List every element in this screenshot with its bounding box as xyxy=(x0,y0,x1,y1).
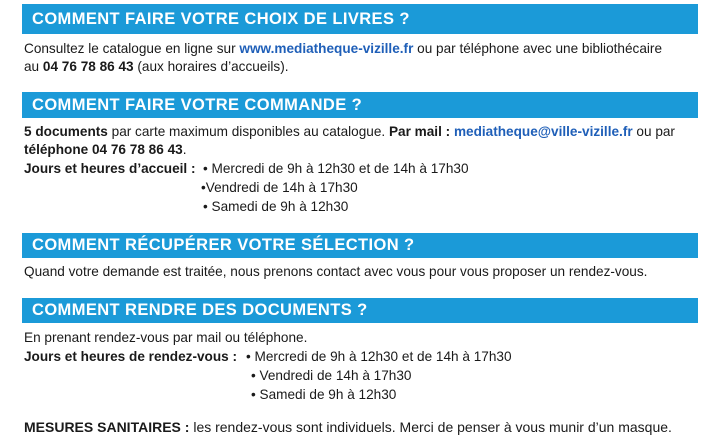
paragraph-line: Quand votre demande est traitée, nous prenons contact avec vous pour vous proposer un rendez-vous. xyxy=(24,264,648,279)
paragraph-line xyxy=(24,58,289,76)
section-header-rendre xyxy=(22,298,698,323)
section-header-commande xyxy=(22,92,698,118)
phone-number: téléphone 04 76 78 86 43 xyxy=(24,142,183,157)
hours-label: Jours et heures de rendez-vous : xyxy=(24,349,238,364)
text: par carte maximum disponibles au catalogue. xyxy=(107,124,389,139)
text: au xyxy=(24,59,43,74)
hours-item: • Samedi de 9h à 12h30 xyxy=(251,387,397,402)
section-header-recuperer xyxy=(22,233,698,258)
notice-label: MESURES SANITAIRES : xyxy=(24,419,190,435)
catalogue-link[interactable]: www.mediatheque-vizille.fr xyxy=(239,41,414,56)
sanitary-notice xyxy=(24,418,672,436)
text: . xyxy=(182,142,187,157)
paragraph-line xyxy=(24,123,675,141)
phone-number: 04 76 78 86 43 xyxy=(42,59,134,74)
section-title: COMMENT FAIRE VOTRE CHOIX DE LIVRES ? xyxy=(32,9,410,28)
text: Par mail : xyxy=(388,124,454,139)
hours-item: • Samedi de 9h à 12h30 xyxy=(203,199,349,214)
text: ou par téléphone avec une bibliothécaire xyxy=(413,41,663,56)
notice-text: les rendez-vous sont individuels. Merci de penser à vous munir d’un masque. xyxy=(189,419,672,435)
paragraph-line: En prenant rendez-vous par mail ou téléphone. xyxy=(24,330,308,345)
paragraph-line xyxy=(24,141,186,159)
text: (aux horaires d’accueils). xyxy=(133,59,289,74)
text: 5 documents xyxy=(24,124,108,139)
section-title: COMMENT RÉCUPÉRER VOTRE SÉLECTION ? xyxy=(32,236,415,254)
hours-label: Jours et heures d’accueil : xyxy=(24,161,196,176)
hours-item: • Mercredi de 9h à 12h30 et de 14h à 17h30 xyxy=(203,161,469,176)
paragraph-line xyxy=(24,40,662,58)
section-title: COMMENT RENDRE DES DOCUMENTS ? xyxy=(32,301,368,319)
hours-item: • Vendredi de 14h à 17h30 xyxy=(251,368,412,383)
section-header-choix xyxy=(22,4,698,34)
text: Consultez le catalogue en ligne sur xyxy=(24,41,240,56)
section-title: COMMENT FAIRE VOTRE COMMANDE ? xyxy=(32,95,363,114)
hours-item: •Vendredi de 14h à 17h30 xyxy=(201,180,358,195)
hours-item: • Mercredi de 9h à 12h30 et de 14h à 17h30 xyxy=(246,349,512,364)
email-link[interactable]: mediatheque@ville-vizille.fr xyxy=(453,124,633,139)
text: ou par xyxy=(632,124,675,139)
